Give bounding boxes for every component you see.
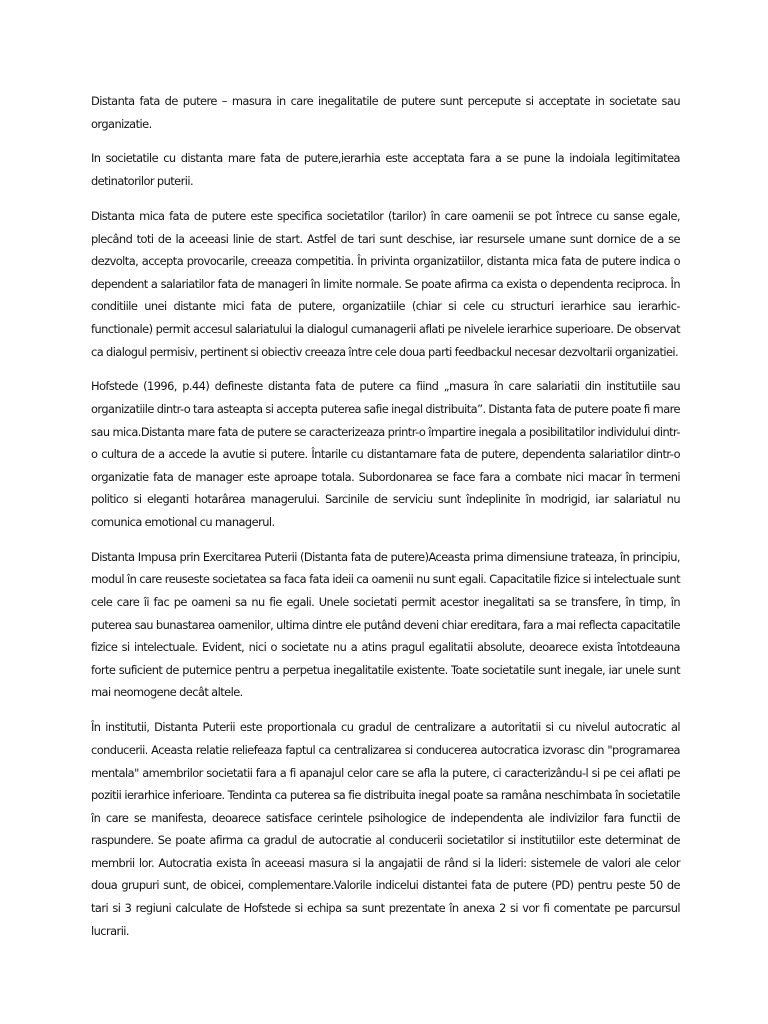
document-page <box>91 90 680 955</box>
paragraph-imposed-distance: Distanta Impusa prin Exercitarea Puterii (Distanta fata de putere)Aceasta prima dimensiune trateaza, în principiu, modul în care reuseste societatea sa faca fata ideii ca oamenii nu sunt egali. Capacitatile fizice si intelectuale sunt cele care îi fac pe oameni sa nu fie egali. Unele societati permit acestor inegalitati sa se transfere, în timp, în puterea sau bunastarea oamenilor, ultima dintre ele putând deveni chiar ereditara, fara a mai reflecta capacitatile fizice si intelectuale. Evident, nici o societate nu a atins pragul egalitatii absolute, deoarece exista întotdeauna forte suficient de puternice pentru a perpetua inegalitatile existente. Toate societatile sunt inegale, iar unele sunt mai neomogene decât altele. <box>91 549 680 700</box>
paragraph-high-power-distance: In societatile cu distanta mare fata de putere,ierarhia este acceptata fara a se pune la indoiala legitimitatea detinatorilor puterii. <box>91 151 680 189</box>
paragraph-power-distance-definition: Distanta fata de putere – masura in care inegalitatile de putere sunt percepute si acceptate in societate sau organizatie. <box>91 94 680 131</box>
paragraph-hofstede-definition: Hofstede (1996, p.44) defineste distanta fata de putere ca fiind „masura în care salariatii din institutiile sau organizatiile dintr-o tara asteapta si accepta puterea safie inegal distribuita”. Distanta fata de putere poate fi mare sau mica.Distanta mare fata de putere se caracterizeaza printr-o împartire inegala a posibilitatilor individului dintr-o cultura de a accede la avutie si putere. Întarile cu distantamare fata de putere, dependenta salariatilor dintr-o organizatie fata de manager este aproape totala. Subordonarea se face fara a combate nici macar în termeni politico si eleganti hotarârea managerului. Sarcinile de serviciu sunt îndeplinite în modrigid, iar salariatul nu comunica emotional cu managerul. <box>91 379 680 529</box>
paragraph-institutions: În institutii, Distanta Puterii este proportionala cu gradul de centralizare a autoritatii si cu nivelul autocratic al conducerii. Aceasta relatie reliefeaza faptul ca centralizarea si conducerea autocratica izvorasc din "programarea mentala" amembrilor societatii fara a fi apanajul celor care se afla la putere, ci caracterizându-l si pe cei aflati pe pozitii ierarhice inferioare. Tendinta ca puterea sa fie distribuita inegal poate sa ramâna neschimbata în societatile în care se manifesta, deoarece satisface cerintele psihologice de independenta ale indivizilor fara functii de raspundere. Se poate afirma ca gradul de autocratie al conducerii societatilor si institutiilor este determinat de membrii lor. Autocratia exista în aceeasi masura si la angajatii de rând si la lideri: sistemele de valori ale celor doua grupuri sunt, de obicei, complementare.Valorile indicelui distantei fata de putere (PD) pentru peste 50 de tari si 3 regiuni calculate de Hofstede si echipa sa sunt prezentate în anexa 2 si vor fi comentate pe parcursul lucrarii. <box>91 720 680 938</box>
paragraph-low-power-distance: Distanta mica fata de putere este specifica societatilor (tarilor) în care oamenii se pot întrece cu sanse egale, plecând toti de la aceeasi linie de start. Astfel de tari sunt deschise, iar resursele umane sunt dornice de a se dezvolta, accepta provocarile, creeaza competitia. În privinta organizatiilor, distanta mica fata de putere indica o dependent a salariatilor fata de manageri în limite normale. Se poate afirma ca exista o dependenta reciproca. În conditiile unei distante mici fata de putere, organizatiile (chiar si cele cu structuri ierarhice sau ierarhic-functionale) permit accesul salariatului la dialogul cumanagerii aflati pe nivelele ierarhice superioare. De observat ca dialogul permisiv, pertinent si obiectiv creeaza între cele doua parti feedbackul necesar dezvoltarii organizatiei. <box>91 208 680 359</box>
